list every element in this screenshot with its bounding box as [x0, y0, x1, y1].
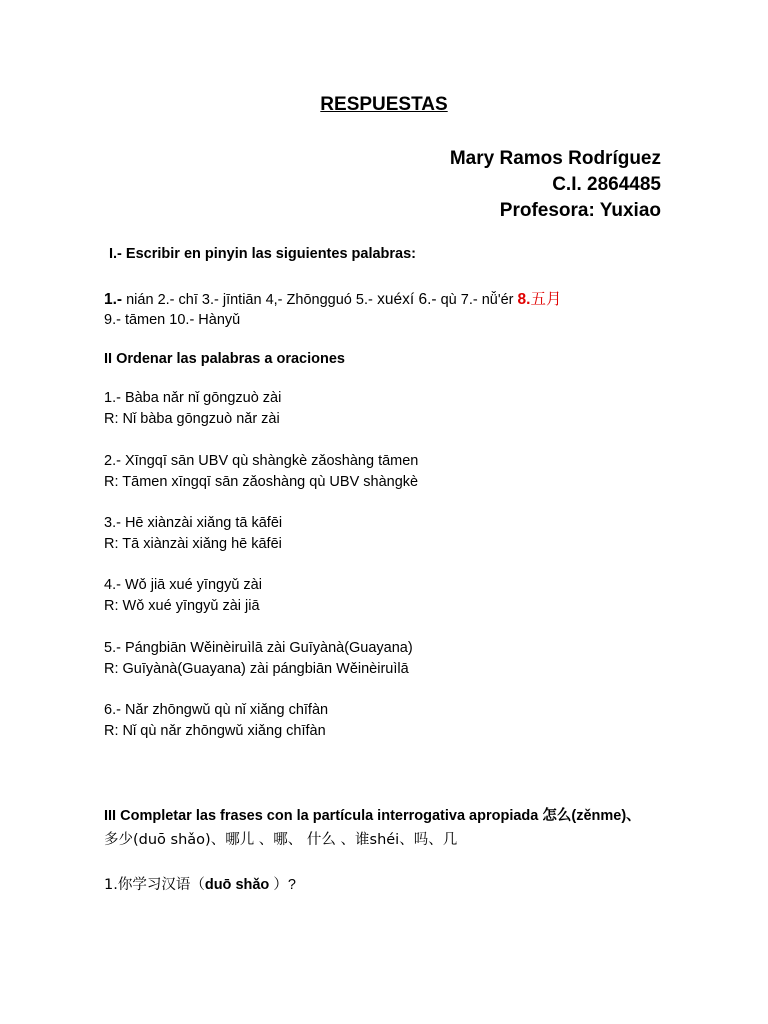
question-text: 1.你学习汉语（ [104, 877, 205, 893]
question-5: 5.- Pángbiān Wěinèiruìlā zài Guīyànà(Guayana) [104, 640, 413, 656]
student-name: Mary Ramos Rodríguez [449, 148, 661, 169]
answer-4: R: Wǒ xué yīngyǔ zài jiā [104, 598, 260, 614]
section-3-particles [104, 828, 457, 849]
question-3: 3.- Hē xiànzài xiǎng tā kāfēi [104, 515, 283, 531]
answer-number: 3.- [201, 292, 219, 308]
question-answer: duō shǎo [204, 877, 270, 893]
answer-word: nǚ'ér [477, 292, 518, 308]
answer-word: Zhōngguó [282, 292, 356, 308]
answer-word: chī [174, 292, 202, 308]
answer-word: jīntiān [218, 292, 266, 308]
teacher-name: Profesora: Yuxiao [499, 200, 661, 221]
section-3-question-1 [104, 873, 296, 894]
section-1-answers-line-1 [104, 287, 561, 309]
answer-number: 4,- [265, 292, 283, 308]
question-6: 6.- Nǎr zhōngwǔ qù nǐ xiǎng chīfàn [104, 702, 329, 718]
answer-word: tāmen [120, 312, 170, 328]
answer-word: nián [122, 292, 158, 308]
answer-number: 10.- [169, 312, 195, 328]
section-2-title: II Ordenar las palabras a oraciones [104, 351, 345, 367]
section-3-title-line-2: 多少(duō shǎo)、哪儿 、哪、 什么 、谁shéi、吗、几 [104, 832, 458, 848]
answer-number: 7.- [460, 292, 478, 308]
answer-number: 6.- [418, 291, 437, 308]
answer-number: 5.- [355, 292, 373, 308]
answer-5: R: Guīyànà(Guayana) zài pángbiān Wěinèiruìlā [104, 661, 409, 677]
answer-number: 8. [517, 291, 531, 308]
section-3-title [104, 804, 641, 825]
answer-3: R: Tā xiànzài xiǎng hē kāfēi [104, 536, 282, 552]
question-1: 1.- Bàba nǎr nǐ gōngzuò zài [104, 390, 282, 406]
section-1-title: I.- Escribir en pinyin las siguientes palabras: [109, 246, 417, 262]
section-3-title-line-1: III Completar las frases con la partícula interrogativa apropiada 怎么(zěnme)、 [104, 808, 641, 824]
page-title: RESPUESTAS [320, 94, 448, 115]
answer-6: R: Nǐ qù nǎr zhōngwǔ xiǎng chīfàn [104, 723, 326, 739]
answer-number: 1.- [104, 291, 123, 308]
answer-word: qù [436, 292, 461, 308]
question-end: ）? [269, 877, 296, 893]
answer-number: 9.- [104, 312, 121, 328]
answer-word: 五月 [530, 290, 562, 308]
student-id: C.I. 2864485 [552, 174, 661, 195]
section-1-answers-line-2 [104, 312, 240, 328]
answer-word: xuéxí [372, 291, 419, 308]
answer-number: 2.- [157, 292, 175, 308]
student-info [450, 146, 661, 224]
question-4: 4.- Wǒ jiā xué yīngyǔ zài [104, 577, 262, 593]
answer-2: R: Tāmen xīngqī sān zǎoshàng qù UBV shàngkè [104, 474, 419, 490]
answer-1: R: Nǐ bàba gōngzuò nǎr zài [104, 411, 280, 427]
question-2: 2.- Xīngqī sān UBV qù shàngkè zǎoshàng tāmen [104, 453, 419, 469]
answer-word: Hànyǔ [194, 312, 241, 328]
